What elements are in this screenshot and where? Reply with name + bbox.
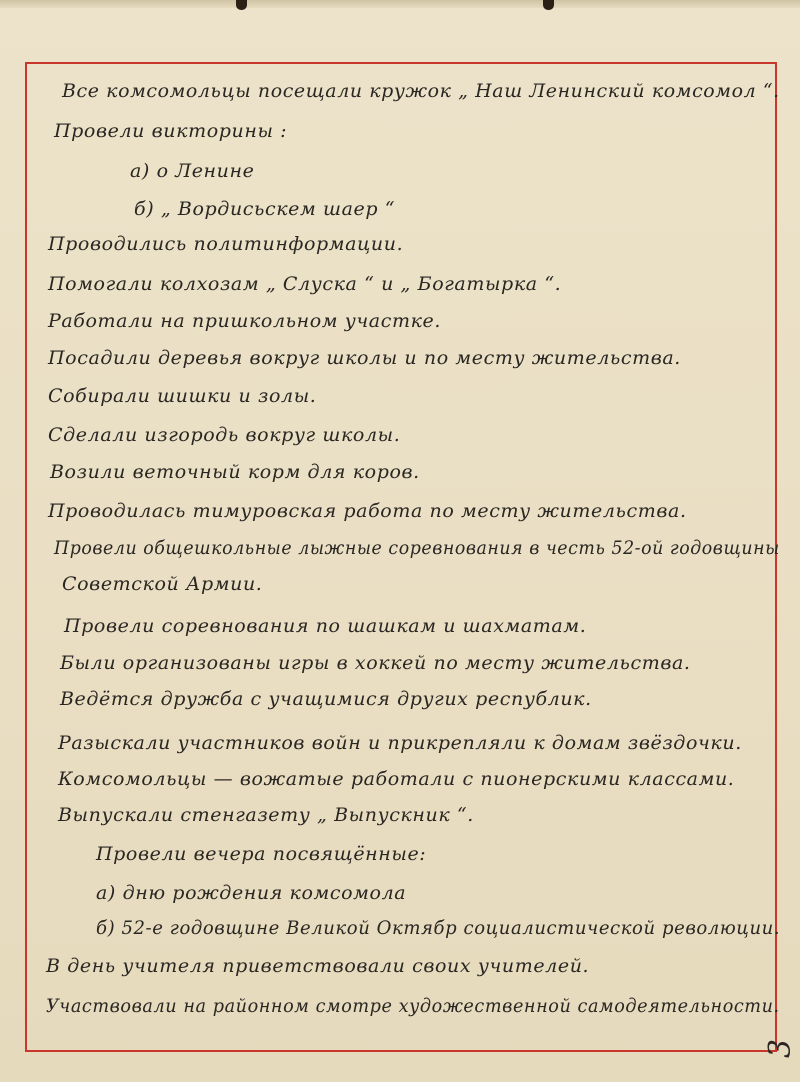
text-line-25: Участвовали на районном смотре художественной самодеятельности. xyxy=(46,995,780,1017)
text-line-23: б) 52-е годовщине Великой Октябр социалистической революции. xyxy=(96,917,781,939)
text-line-18: Разыскали участников войн и прикрепляли к домам звёздочки. xyxy=(58,732,742,754)
page-number: 3 xyxy=(762,1038,798,1059)
binding-hole xyxy=(543,0,554,10)
text-line-3: а) о Ленине xyxy=(130,160,255,182)
text-line-17: Ведётся дружба с учащимися других республик. xyxy=(60,688,592,710)
text-line-12: Проводилась тимуровская работа по месту жительства. xyxy=(48,500,687,522)
text-line-11: Возили веточный корм для коров. xyxy=(50,461,420,483)
text-line-6: Помогали колхозам „ Слуска “ и „ Богатырка “. xyxy=(48,273,562,295)
text-line-24: В день учителя приветствовали своих учителей. xyxy=(46,955,590,977)
text-line-21: Провели вечера посвящённые: xyxy=(96,843,427,865)
text-line-14: Советской Армии. xyxy=(62,573,263,595)
text-line-7: Работали на пришкольном участке. xyxy=(48,310,442,332)
text-line-19: Комсомольцы — вожатые работали с пионерскими классами. xyxy=(58,768,735,790)
text-line-9: Собирали шишки и золы. xyxy=(48,385,317,407)
text-line-4: б) „ Вордисьскем шаер “ xyxy=(134,198,396,220)
text-line-13: Провели общешкольные лыжные соревнования в честь 52-ой годовщины xyxy=(54,537,780,559)
text-line-20: Выпускали стенгазету „ Выпускник “. xyxy=(58,804,474,826)
text-line-2: Провели викторины : xyxy=(54,120,288,142)
binding-hole xyxy=(236,0,247,10)
text-line-5: Проводились политинформации. xyxy=(48,233,404,255)
text-line-1: Все комсомольцы посещали кружок „ Наш Ленинский комсомол “. xyxy=(62,80,780,102)
text-line-10: Сделали изгородь вокруг школы. xyxy=(48,424,401,446)
text-line-16: Были организованы игры в хоккей по месту жительства. xyxy=(60,652,691,674)
text-line-8: Посадили деревья вокруг школы и по месту жительства. xyxy=(48,347,681,369)
text-line-15: Провели соревнования по шашкам и шахматам. xyxy=(64,615,587,637)
page-top-edge xyxy=(0,0,800,8)
text-line-22: а) дню рождения комсомола xyxy=(96,882,407,904)
